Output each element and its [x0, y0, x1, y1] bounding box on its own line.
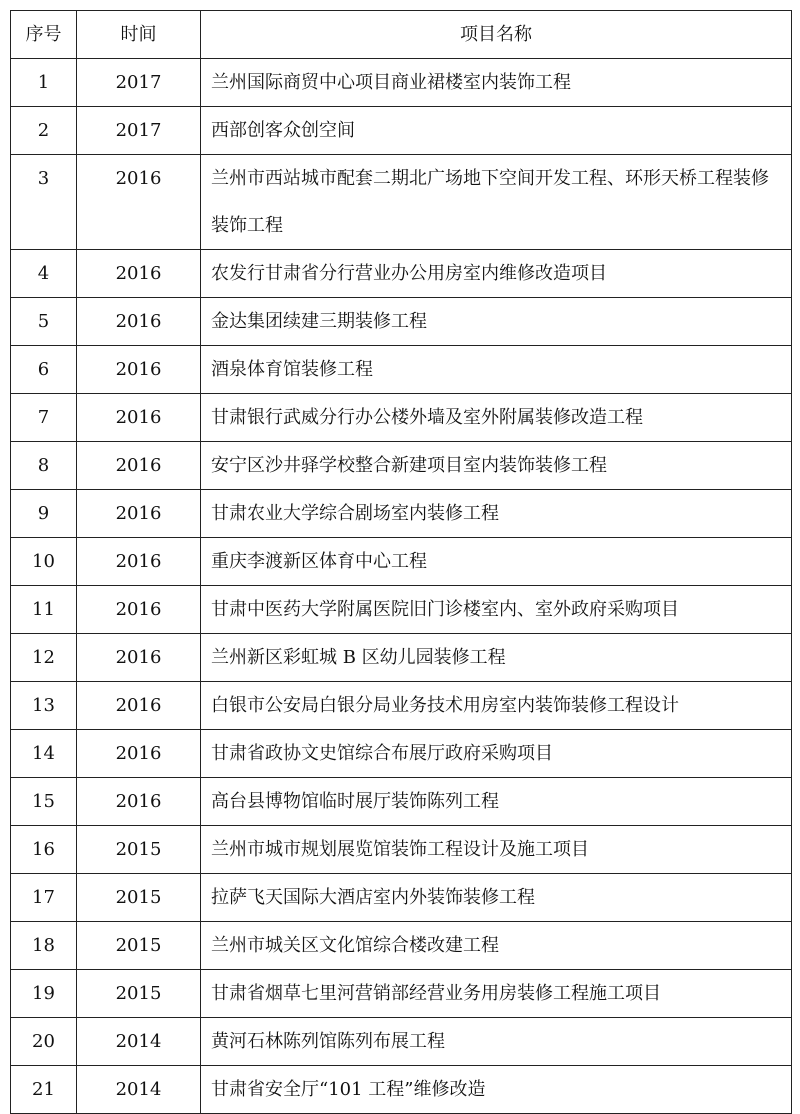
- row-index: 14: [11, 730, 77, 778]
- row-year: 2015: [77, 970, 201, 1018]
- row-project-name: 甘肃农业大学综合剧场室内装修工程: [201, 490, 792, 538]
- table-body: [11, 59, 792, 1114]
- table-header: [11, 11, 792, 59]
- row-year: 2016: [77, 778, 201, 826]
- table-row: [11, 682, 792, 730]
- row-year: 2015: [77, 874, 201, 922]
- table-row: [11, 59, 792, 107]
- row-project-name: 高台县博物馆临时展厅装饰陈列工程: [201, 778, 792, 826]
- row-year: 2016: [77, 682, 201, 730]
- row-project-name: 西部创客众创空间: [201, 107, 792, 155]
- row-year: 2016: [77, 442, 201, 490]
- table-row: [11, 970, 792, 1018]
- row-year: 2017: [77, 59, 201, 107]
- row-project-name: 重庆李渡新区体育中心工程: [201, 538, 792, 586]
- row-year: 2016: [77, 155, 201, 250]
- row-index: 13: [11, 682, 77, 730]
- row-year: 2014: [77, 1066, 201, 1114]
- row-project-name: 兰州国际商贸中心项目商业裙楼室内装饰工程: [201, 59, 792, 107]
- header-project-name: 项目名称: [201, 11, 792, 59]
- row-index: 19: [11, 970, 77, 1018]
- row-year: 2016: [77, 250, 201, 298]
- table-row: [11, 922, 792, 970]
- header-index: 序号: [11, 11, 77, 59]
- table-row: [11, 730, 792, 778]
- row-project-name: 甘肃省政协文史馆综合布展厅政府采购项目: [201, 730, 792, 778]
- row-project-name: 金达集团续建三期装修工程: [201, 298, 792, 346]
- row-index: 11: [11, 586, 77, 634]
- row-index: 20: [11, 1018, 77, 1066]
- table-row: [11, 346, 792, 394]
- header-row: [11, 11, 792, 59]
- row-index: 3: [11, 155, 77, 250]
- row-project-name: 兰州市西站城市配套二期北广场地下空间开发工程、环形天桥工程装修装饰工程: [201, 155, 792, 250]
- row-index: 10: [11, 538, 77, 586]
- row-index: 4: [11, 250, 77, 298]
- row-index: 5: [11, 298, 77, 346]
- project-table: [10, 10, 792, 1114]
- row-index: 9: [11, 490, 77, 538]
- header-time: 时间: [77, 11, 201, 59]
- row-project-name: 兰州市城市规划展览馆装饰工程设计及施工项目: [201, 826, 792, 874]
- table-row: [11, 874, 792, 922]
- table-row: [11, 634, 792, 682]
- row-year: 2017: [77, 107, 201, 155]
- row-project-name: 拉萨飞天国际大酒店室内外装饰装修工程: [201, 874, 792, 922]
- table-row: [11, 490, 792, 538]
- table-row: [11, 538, 792, 586]
- row-index: 6: [11, 346, 77, 394]
- row-year: 2014: [77, 1018, 201, 1066]
- table-row: [11, 1066, 792, 1114]
- row-project-name: 兰州新区彩虹城 B 区幼儿园装修工程: [201, 634, 792, 682]
- table-row: [11, 586, 792, 634]
- row-year: 2016: [77, 394, 201, 442]
- row-project-name: 白银市公安局白银分局业务技术用房室内装饰装修工程设计: [201, 682, 792, 730]
- row-project-name: 黄河石林陈列馆陈列布展工程: [201, 1018, 792, 1066]
- row-year: 2016: [77, 490, 201, 538]
- row-project-name: 农发行甘肃省分行营业办公用房室内维修改造项目: [201, 250, 792, 298]
- row-project-name: 安宁区沙井驿学校整合新建项目室内装饰装修工程: [201, 442, 792, 490]
- row-index: 18: [11, 922, 77, 970]
- row-year: 2015: [77, 826, 201, 874]
- row-index: 15: [11, 778, 77, 826]
- row-index: 21: [11, 1066, 77, 1114]
- row-index: 16: [11, 826, 77, 874]
- row-year: 2016: [77, 730, 201, 778]
- table-row: [11, 298, 792, 346]
- row-project-name: 甘肃银行武威分行办公楼外墙及室外附属装修改造工程: [201, 394, 792, 442]
- row-index: 17: [11, 874, 77, 922]
- row-index: 12: [11, 634, 77, 682]
- row-project-name: 甘肃中医药大学附属医院旧门诊楼室内、室外政府采购项目: [201, 586, 792, 634]
- table-row: [11, 442, 792, 490]
- row-year: 2016: [77, 586, 201, 634]
- table-row: [11, 778, 792, 826]
- table-row: [11, 155, 792, 250]
- row-year: 2016: [77, 634, 201, 682]
- table-row: [11, 107, 792, 155]
- table-row: [11, 1018, 792, 1066]
- row-index: 1: [11, 59, 77, 107]
- row-year: 2016: [77, 538, 201, 586]
- row-index: 2: [11, 107, 77, 155]
- row-project-name: 兰州市城关区文化馆综合楼改建工程: [201, 922, 792, 970]
- row-index: 8: [11, 442, 77, 490]
- row-year: 2016: [77, 346, 201, 394]
- row-project-name: 甘肃省烟草七里河营销部经营业务用房装修工程施工项目: [201, 970, 792, 1018]
- row-index: 7: [11, 394, 77, 442]
- table-row: [11, 250, 792, 298]
- row-year: 2016: [77, 298, 201, 346]
- row-project-name: 酒泉体育馆装修工程: [201, 346, 792, 394]
- table-row: [11, 826, 792, 874]
- table-row: [11, 394, 792, 442]
- row-project-name: 甘肃省安全厅“101 工程”维修改造: [201, 1066, 792, 1114]
- row-year: 2015: [77, 922, 201, 970]
